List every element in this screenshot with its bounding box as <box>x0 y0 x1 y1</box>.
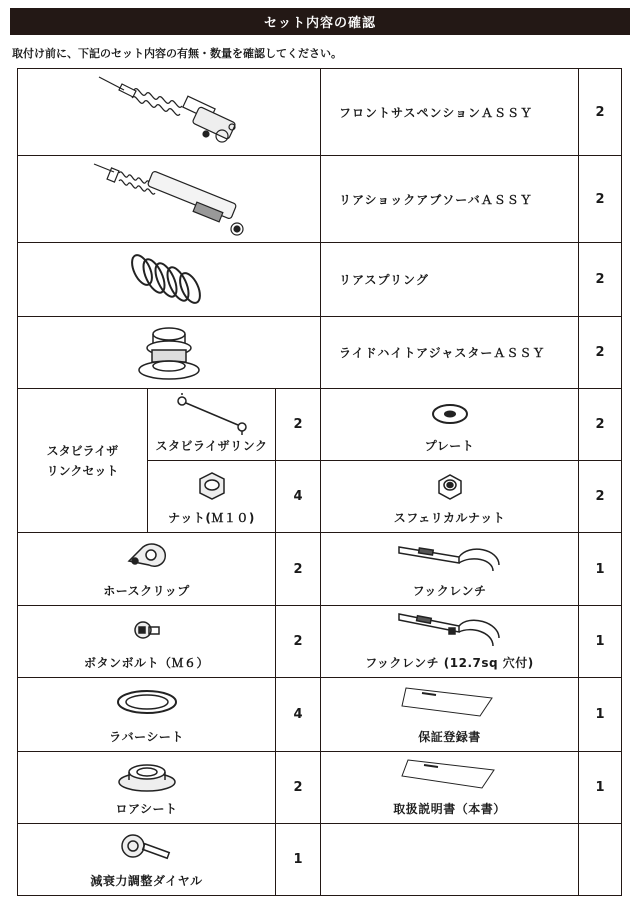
nut-m10-qty: 4 <box>276 461 321 533</box>
damper-dial-cell <box>18 824 276 896</box>
warranty-name: 保証登録書 <box>418 730 481 744</box>
damper-dial-illustration <box>117 830 177 866</box>
manual-doc-illustration <box>400 756 500 790</box>
button-bolt-qty: 2 <box>276 606 321 678</box>
front-suspension-qty: 2 <box>579 69 622 156</box>
front-suspension-image-cell <box>18 69 321 156</box>
rear-spring-illustration <box>124 248 214 312</box>
rubber-seat-illustration <box>115 688 179 716</box>
table-row <box>18 824 622 896</box>
manual-cell <box>321 752 579 824</box>
stabilizer-group-line1: スタビライザ <box>46 443 119 458</box>
button-bolt-cell <box>18 606 276 678</box>
hook-wrench-127-illustration <box>395 610 505 650</box>
ride-height-name: ライドハイトアジャスターＡＳＳＹ <box>321 317 579 389</box>
hose-clip-qty: 2 <box>276 533 321 606</box>
hook-wrench-illustration <box>395 541 505 573</box>
table-row <box>18 678 622 752</box>
hose-clip-illustration <box>125 541 169 571</box>
hook-wrench-cell <box>321 533 579 606</box>
manual-qty: 1 <box>579 752 622 824</box>
empty-cell <box>321 824 579 896</box>
rubber-seat-qty: 4 <box>276 678 321 752</box>
hook-wrench-127-qty: 1 <box>579 606 622 678</box>
stabilizer-link-illustration <box>172 393 252 437</box>
stabilizer-link-qty: 2 <box>276 389 321 461</box>
table-row <box>18 533 622 606</box>
hook-wrench-127-name: フックレンチ (12.7sq 穴付) <box>365 656 534 670</box>
hook-wrench-qty: 1 <box>579 533 622 606</box>
lower-seat-illustration <box>115 758 179 792</box>
spherical-nut-cell <box>321 461 579 533</box>
plate-cell <box>321 389 579 461</box>
front-suspension-illustration <box>94 72 244 152</box>
rear-spring-image-cell <box>18 243 321 317</box>
ride-height-qty: 2 <box>579 317 622 389</box>
spherical-nut-qty: 2 <box>579 461 622 533</box>
table-row <box>18 69 622 156</box>
parts-table <box>17 68 622 896</box>
table-row <box>18 389 622 461</box>
stabilizer-link-cell <box>148 389 276 461</box>
plate-illustration <box>430 403 470 425</box>
nut-illustration <box>194 471 230 503</box>
rear-shock-image-cell <box>18 156 321 243</box>
nut-m10-name: ナット(Ｍ１０) <box>168 511 255 525</box>
warranty-cell <box>321 678 579 752</box>
lower-seat-cell <box>18 752 276 824</box>
rear-shock-illustration <box>89 159 249 239</box>
lower-seat-name: ロアシート <box>115 802 178 816</box>
ride-height-image-cell <box>18 317 321 389</box>
table-row <box>18 606 622 678</box>
hook-wrench-name: フックレンチ <box>412 584 487 598</box>
hose-clip-name: ホースクリップ <box>103 584 190 598</box>
table-row <box>18 752 622 824</box>
front-suspension-name: フロントサスペンションＡＳＳＹ <box>321 69 579 156</box>
hook-wrench-127-cell <box>321 606 579 678</box>
section-title: セット内容の確認 <box>10 8 630 35</box>
lower-seat-qty: 2 <box>276 752 321 824</box>
damper-dial-qty: 1 <box>276 824 321 896</box>
plate-qty: 2 <box>579 389 622 461</box>
rubber-seat-name: ラバーシート <box>109 730 184 744</box>
stabilizer-link-set-cell <box>18 389 148 533</box>
stabilizer-group-line2: リンクセット <box>46 463 119 478</box>
table-row <box>18 156 622 243</box>
empty-qty-cell <box>579 824 622 896</box>
damper-dial-name: 減衰力調整ダイヤル <box>90 874 203 888</box>
table-row <box>18 243 622 317</box>
warranty-doc-illustration <box>400 684 500 718</box>
intro-text: 取付け前に、下記のセット内容の有無・数量を確認してください。 <box>12 47 342 60</box>
rear-shock-name: リアショックアブソーバＡＳＳＹ <box>321 156 579 243</box>
rubber-seat-cell <box>18 678 276 752</box>
hose-clip-cell <box>18 533 276 606</box>
button-bolt-illustration <box>133 618 161 642</box>
table-row <box>18 317 622 389</box>
manual-name: 取扱説明書（本書） <box>393 802 506 816</box>
warranty-qty: 1 <box>579 678 622 752</box>
button-bolt-name: ボタンボルト（Ｍ６） <box>83 656 209 670</box>
stabilizer-link-name: スタビライザリンク <box>155 439 268 453</box>
ride-height-adjuster-illustration <box>134 322 204 384</box>
rear-shock-qty: 2 <box>579 156 622 243</box>
rear-spring-qty: 2 <box>579 243 622 317</box>
spherical-nut-name: スフェリカルナット <box>393 511 506 525</box>
spherical-nut-illustration <box>433 471 467 503</box>
plate-name: プレート <box>424 439 475 453</box>
nut-m10-cell <box>148 461 276 533</box>
rear-spring-name: リアスプリング <box>321 243 579 317</box>
